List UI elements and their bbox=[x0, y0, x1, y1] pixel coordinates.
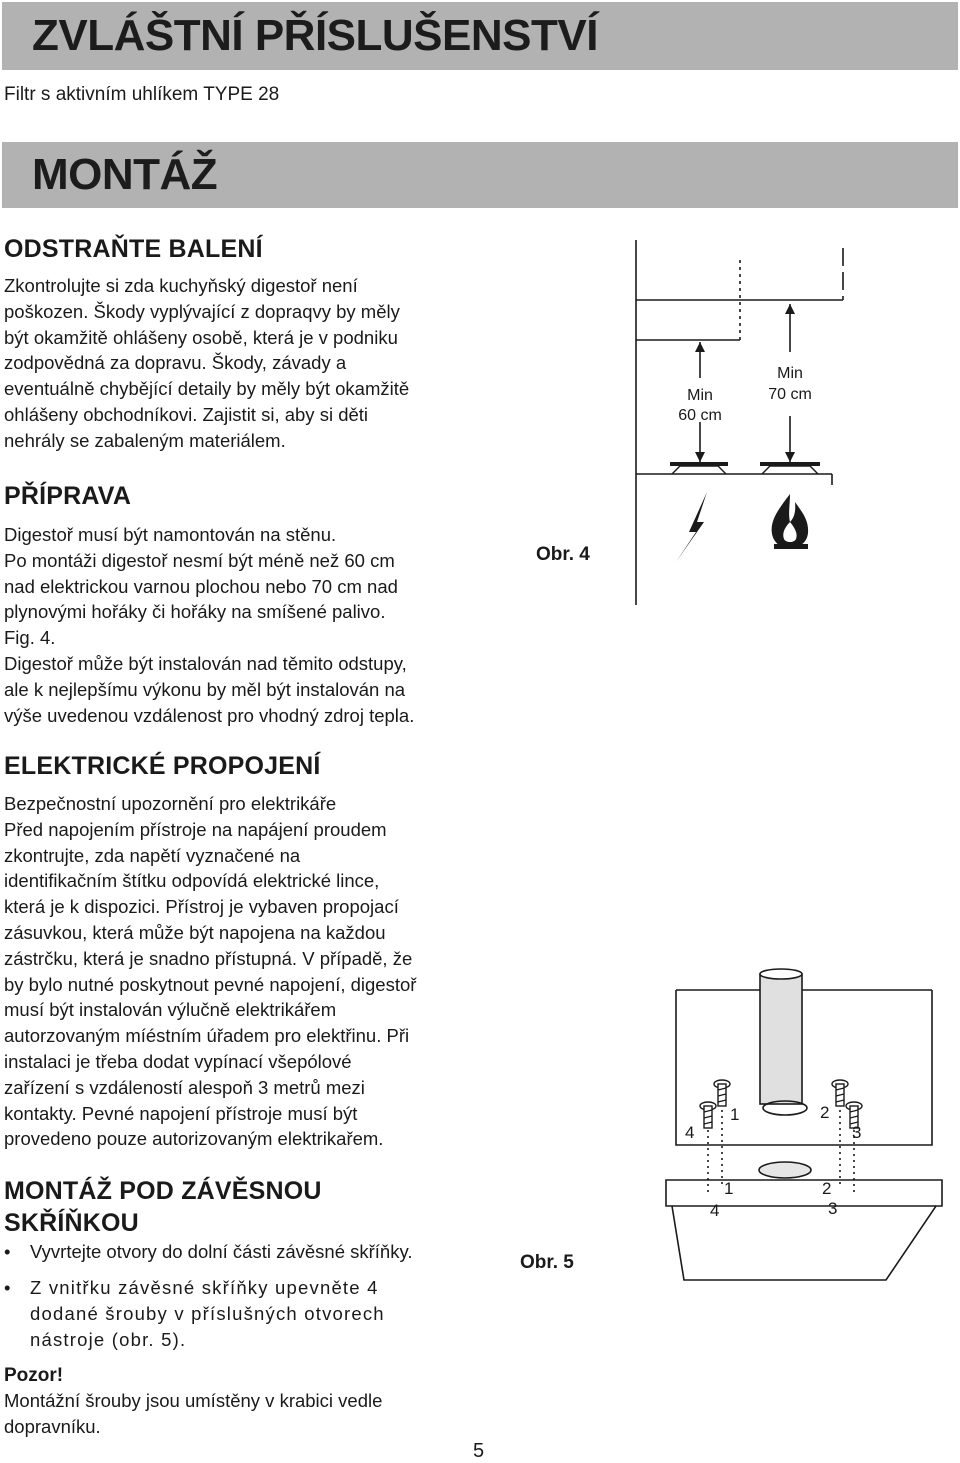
distance-gas: 70 cm bbox=[768, 386, 812, 403]
cabinet-outline bbox=[676, 990, 932, 1145]
electric-line: musí být instalován výlučně elektrikářem bbox=[4, 999, 337, 1021]
mount-steps bbox=[4, 1238, 413, 1353]
unpack-heading: ODSTRAŇTE BALENÍ bbox=[4, 235, 263, 263]
electric-line: Před napojením přístroje na napájení proudem bbox=[4, 818, 387, 840]
prep-line: ale k nejlepšímu výkonu by měl být instalován na bbox=[4, 678, 406, 700]
page-number: 5 bbox=[473, 1440, 485, 1462]
mount-step bbox=[4, 1275, 413, 1353]
warning-line: dopravníku. bbox=[4, 1416, 101, 1437]
fig4-diagram bbox=[600, 230, 850, 610]
screw-number: 4 bbox=[685, 1123, 695, 1142]
prep-line: Po montáži digestoř nesmí být méně než 60 cm bbox=[4, 549, 395, 571]
arrow-head bbox=[695, 452, 705, 462]
electric-line: autorzovaným míéstním úřadem pro elektřinu. Při bbox=[4, 1025, 410, 1047]
unpack-line: eventuálně chybějící detaily by měly být okamžitě bbox=[4, 378, 410, 400]
hole-number: 4 bbox=[710, 1201, 720, 1220]
screw-icon bbox=[714, 1080, 730, 1106]
mount-heading-line2: SKŘÍŇKOU bbox=[4, 1209, 139, 1237]
unpack-text bbox=[4, 273, 409, 454]
prep-line: Digestoř musí být namontován na stěnu. bbox=[4, 524, 337, 545]
min-label-gas: Min bbox=[777, 365, 803, 382]
electric-line: zařízení s vzdáleností alespoň 3 metrů mezi bbox=[4, 1076, 365, 1098]
electric-line: zástrčku, která je snadno přístupná. V případě, že bbox=[4, 947, 413, 969]
page-subtitle: Filtr s aktivním uhlíkem TYPE 28 bbox=[4, 84, 280, 105]
hood-outline bbox=[666, 1180, 942, 1280]
electric-line: instalaci je třeba dodat vypínací všepólové bbox=[4, 1050, 352, 1072]
mount-step-line: • Z vnitřku závěsné skříňky upevněte 4 bbox=[30, 1277, 379, 1298]
warning-text bbox=[4, 1388, 382, 1440]
lightning-bolt-icon bbox=[676, 492, 707, 562]
prep-heading: PŘÍPRAVA bbox=[4, 482, 132, 510]
unpack-line: zodpovědná za dopravu. Škody, závady a bbox=[4, 352, 347, 374]
screw-number: 1 bbox=[730, 1105, 740, 1124]
mount-step-text: Vyvrtejte otvory do dolní části závěsné skříňky. bbox=[30, 1241, 413, 1262]
hole-number: 1 bbox=[724, 1179, 734, 1198]
mount-heading-line1: MONTÁŽ POD ZÁVĚSNOU bbox=[4, 1177, 322, 1205]
electric-line: kontakty. Pevné napojení přístroje musí být bbox=[4, 1102, 358, 1124]
hood-outlet bbox=[759, 1162, 811, 1178]
mount-step bbox=[4, 1238, 413, 1266]
arrow-head bbox=[785, 304, 795, 314]
gas-hob-plate bbox=[762, 466, 818, 474]
screw-number: 3 bbox=[852, 1123, 862, 1142]
min-label-electric: Min bbox=[687, 387, 713, 404]
electric-line: která je k dispozici. Přístroj je vybaven propojací bbox=[4, 896, 399, 918]
distance-electric: 60 cm bbox=[678, 407, 722, 424]
prep-line: plynovými hořáky či hořáky na smíšené palivo. bbox=[4, 601, 386, 623]
electric-line: zkontrujte, zda napětí vyznačené na bbox=[4, 844, 301, 866]
duct-top bbox=[760, 969, 802, 979]
electric-line: zásuvkou, která může být napojena na každou bbox=[4, 921, 386, 943]
fig5-label: Obr. 5 bbox=[520, 1252, 574, 1273]
electric-hob-plate bbox=[672, 466, 726, 474]
unpack-line: být okamžitě ohlášeny osobě, která je v podniku bbox=[4, 326, 398, 348]
fig4-label: Obr. 4 bbox=[536, 544, 590, 565]
duct bbox=[760, 974, 802, 1104]
electric-line: Bezpečnostní upozornění pro elektrikáře bbox=[4, 793, 337, 814]
prep-line: Fig. 4. bbox=[4, 627, 56, 649]
prep-line: Digestoř může být instalován nad těmito odstupy, bbox=[4, 652, 407, 674]
electric-line: provedeno pouze autorizovaným elektrikařem. bbox=[4, 1128, 384, 1150]
unpack-line: poškozen. Škody vyplývající z dopraqvy by měly bbox=[4, 300, 400, 322]
prep-line: nad elektrickou varnou plochou nebo 70 cm nad bbox=[4, 575, 398, 597]
page-title: ZVLÁŠTNÍ PŘÍSLUŠENSTVÍ bbox=[2, 2, 958, 70]
electric-line: identifikačním štítku odpovídá elektrické lince, bbox=[4, 870, 380, 892]
arrow-head bbox=[785, 452, 795, 462]
screw-icon bbox=[700, 1102, 716, 1128]
prep-text bbox=[4, 522, 414, 728]
hole-number: 3 bbox=[828, 1199, 838, 1218]
unpack-line: nehrály se zabaleným materiálem. bbox=[4, 429, 286, 451]
electric-text bbox=[4, 791, 416, 1152]
screw-number: 2 bbox=[820, 1103, 830, 1122]
section-title: MONTÁŽ bbox=[2, 142, 958, 208]
unpack-line: ohlášeny obchodníkovi. Zajistit si, aby si děti bbox=[4, 403, 369, 425]
electric-heading: ELEKTRICKÉ PROPOJENÍ bbox=[4, 752, 321, 780]
prep-line: výše uvedenou vzdálenost pro vhodný zdroj tepla. bbox=[4, 704, 415, 726]
warning-line: Montážní šrouby jsou umístěny v krabici vedle bbox=[4, 1390, 383, 1411]
mount-step-line: dodané šrouby v příslušných otvorech bbox=[30, 1303, 385, 1324]
screw-icon bbox=[832, 1080, 848, 1106]
fig5-diagram bbox=[660, 960, 950, 1340]
unpack-line: Zkontrolujte si zda kuchyňský digestoř není bbox=[4, 275, 358, 296]
warning-title: Pozor! bbox=[4, 1365, 64, 1386]
electric-line: by bylo nutné poskytnout pevné napojení, digestoř bbox=[4, 973, 417, 995]
mount-step-line: nástroje (obr. 5). bbox=[30, 1329, 187, 1350]
hole-number: 2 bbox=[822, 1179, 832, 1198]
gas-flame-icon bbox=[772, 494, 808, 549]
arrow-head bbox=[695, 342, 705, 352]
